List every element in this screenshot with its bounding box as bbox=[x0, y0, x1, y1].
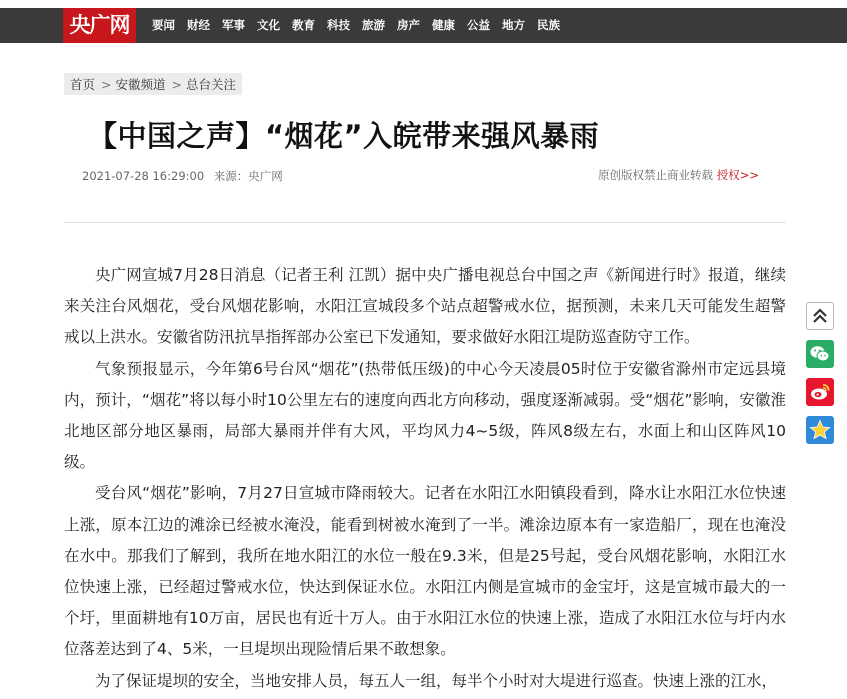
qzone-icon bbox=[809, 419, 831, 441]
article-paragraph: 央广网宣城7月28日消息（记者王利 江凯）据中央广播电视总台中国之声《新闻进行时》报道，继续来关注台风烟花，受台风烟花影响，水阳江宣城段多个站点超警戒水位，据预测，未来几天可能发生超警戒以上洪水。安徽省防汛抗旱指挥部办公室已下发通知，要求做好水阳江堤防巡查防守工作。 bbox=[64, 266, 786, 347]
breadcrumb-separator: > bbox=[101, 76, 112, 92]
nav-item-jiankang[interactable]: 健康 bbox=[432, 18, 455, 32]
back-to-top-icon bbox=[811, 307, 829, 325]
article-paragraph: 气象预报显示，今年第6号台风“烟花”(热带低压级)的中心今天凌晨05时位于安徽省滁州市定远县境内，预计，“烟花”将以每小时10公里左右的速度向西北方向移动，强度逐渐减弱。受“烟花”影响，安徽淮北地区部分地区暴雨，局部大暴雨并伴有大风，平均风力4~5级，阵风8级左右，水面上和山区阵风10级。 bbox=[64, 359, 786, 472]
site-logo[interactable]: 央广网 bbox=[63, 8, 136, 43]
publish-date: 2021-07-28 16:29:00 bbox=[82, 169, 205, 183]
share-weibo-button[interactable] bbox=[806, 378, 834, 406]
article-title: 【中国之声】“烟花”入皖带来强风暴雨 bbox=[88, 119, 600, 153]
nav-item-caijing[interactable]: 财经 bbox=[187, 18, 210, 32]
breadcrumb-separator: > bbox=[171, 76, 182, 92]
nav-item-fangchan[interactable]: 房产 bbox=[397, 18, 420, 32]
article-source: 来源：央广网 bbox=[213, 169, 283, 183]
copyright-notice bbox=[598, 167, 759, 183]
nav-item-yaowen[interactable]: 要闻 bbox=[152, 18, 175, 32]
nav-item-difang[interactable]: 地方 bbox=[502, 18, 525, 32]
nav-item-minzu[interactable]: 民族 bbox=[537, 18, 560, 32]
nav-item-wenhua[interactable]: 文化 bbox=[257, 18, 280, 32]
nav-item-keji[interactable]: 科技 bbox=[327, 18, 350, 32]
nav-item-gongyi[interactable]: 公益 bbox=[467, 18, 490, 32]
top-navigation-bar bbox=[0, 8, 847, 43]
authorize-link[interactable]: 授权>> bbox=[716, 168, 759, 182]
share-qzone-button[interactable] bbox=[806, 416, 834, 444]
weibo-icon bbox=[809, 382, 831, 402]
nav-item-lvyou[interactable]: 旅游 bbox=[362, 18, 385, 32]
wechat-icon bbox=[809, 344, 831, 364]
back-to-top-button[interactable] bbox=[806, 302, 834, 330]
article-body bbox=[64, 260, 786, 697]
share-wechat-button[interactable] bbox=[806, 340, 834, 368]
breadcrumb-anhui-channel[interactable]: 安徽频道 bbox=[115, 77, 166, 92]
breadcrumb-current[interactable]: 总台关注 bbox=[186, 77, 237, 92]
article-meta bbox=[82, 168, 289, 184]
article-paragraph: 受台风“烟花”影响，7月27日宣城市降雨较大。记者在水阳江水阳镇段看到，降水让水阳江水位快速上涨，原本江边的滩涂已经被水淹没，能看到树被水淹到了一半。滩涂边原本有一家造船厂，现在也淹没在水中。那我们了解到，我所在地水阳江的水位一般在9.3米，但是25号起，受台风烟花影响，水阳江水位快速上涨，已经超过警戒水位，快达到保证水位。水阳江内侧是宣城市的金宝圩，这是宣城市最大的一个圩，里面耕地有10万亩，居民也有近十万人。由于水阳江水位的快速上涨，造成了水阳江水位与圩内水位落差达到了4、5米，一旦堤坝出现险情后果不敢想象。 bbox=[64, 484, 786, 659]
breadcrumb bbox=[64, 73, 242, 95]
rights-text: 原创版权禁止商业转载 bbox=[598, 168, 714, 182]
article-paragraph: 为了保证堤坝的安全，当地安排人员，每五人一组，每半个小时对大堤进行巡查。快速上涨的江水， bbox=[95, 671, 778, 690]
nav-item-jiaoyu[interactable]: 教育 bbox=[292, 18, 315, 32]
share-rail bbox=[806, 302, 836, 454]
nav-item-junshi[interactable]: 军事 bbox=[222, 18, 245, 32]
breadcrumb-home[interactable]: 首页 bbox=[70, 77, 96, 92]
main-nav bbox=[146, 8, 566, 43]
header-divider bbox=[64, 222, 786, 223]
